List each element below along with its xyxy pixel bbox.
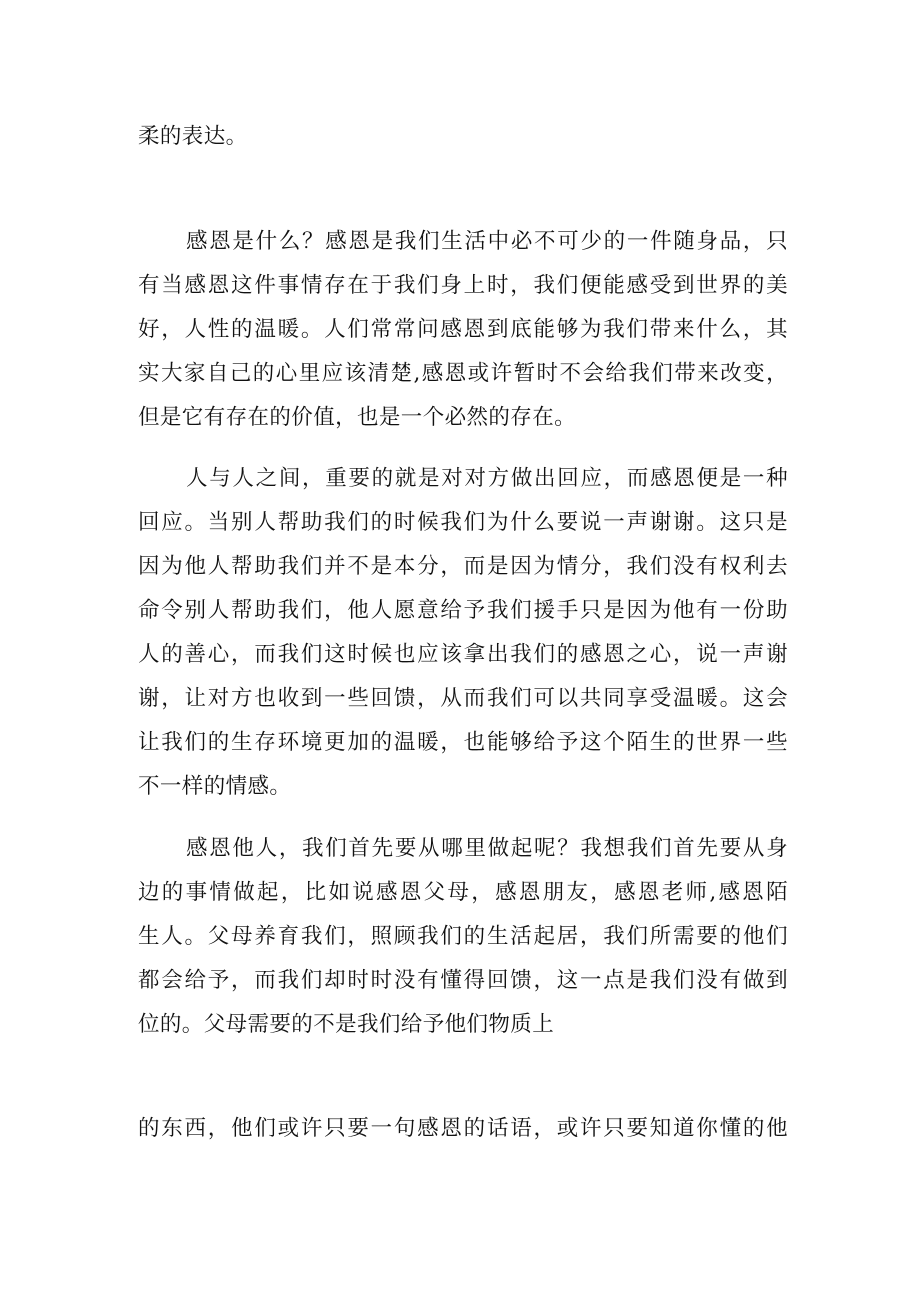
text-line: 柔的表达。	[138, 124, 248, 149]
text-line: 感恩他人，我们首先要从哪里做起呢？我想我们首先要从身	[186, 836, 788, 861]
text-line: 感恩是什么？感恩是我们生活中必不可少的一件随身品，只	[186, 229, 788, 254]
text-line: 让我们的生存环境更加的温暖，也能够给予这个陌生的世界一些	[138, 730, 788, 755]
text-line: 位的。父母需要的不是我们给予他们物质上	[138, 1012, 555, 1037]
text-line: 因为他人帮助我们并不是本分，而是因为情分，我们没有权利去	[138, 554, 788, 579]
text-line: 人与人之间，重要的就是对对方做出回应，而感恩便是一种	[186, 466, 788, 491]
text-line: 生人。父母养育我们，照顾我们的生活起居，我们所需要的他们	[138, 924, 788, 949]
text-line: 回应。当别人帮助我们的时候我们为什么要说一声谢谢。这只是	[138, 510, 788, 535]
text-line: 但是它有存在的价值，也是一个必然的存在。	[138, 405, 577, 430]
text-line: 有当感恩这件事情存在于我们身上时，我们便能感受到世界的美	[138, 273, 788, 298]
text-line: 命令别人帮助我们，他人愿意给予我们援手只是因为他有一份助	[138, 598, 788, 623]
text-line: 的东西，他们或许只要一句感恩的话语，或许只要知道你懂的他	[138, 1116, 788, 1141]
text-line: 人的善心，而我们这时候也应该拿出我们的感恩之心，说一声谢	[138, 642, 788, 667]
text-line: 都会给予，而我们却时时没有懂得回馈，这一点是我们没有做到	[138, 968, 788, 993]
text-line: 边的事情做起，比如说感恩父母，感恩朋友，感恩老师,感恩陌	[138, 880, 788, 905]
text-line: 不一样的情感。	[138, 774, 292, 799]
text-line: 谢，让对方也收到一些回馈，从而我们可以共同享受温暖。这会	[138, 686, 788, 711]
text-line: 好，人性的温暖。人们常常问感恩到底能够为我们带来什么，其	[138, 317, 788, 342]
text-line: 实大家自己的心里应该清楚,感恩或许暂时不会给我们带来改变，	[138, 361, 788, 386]
